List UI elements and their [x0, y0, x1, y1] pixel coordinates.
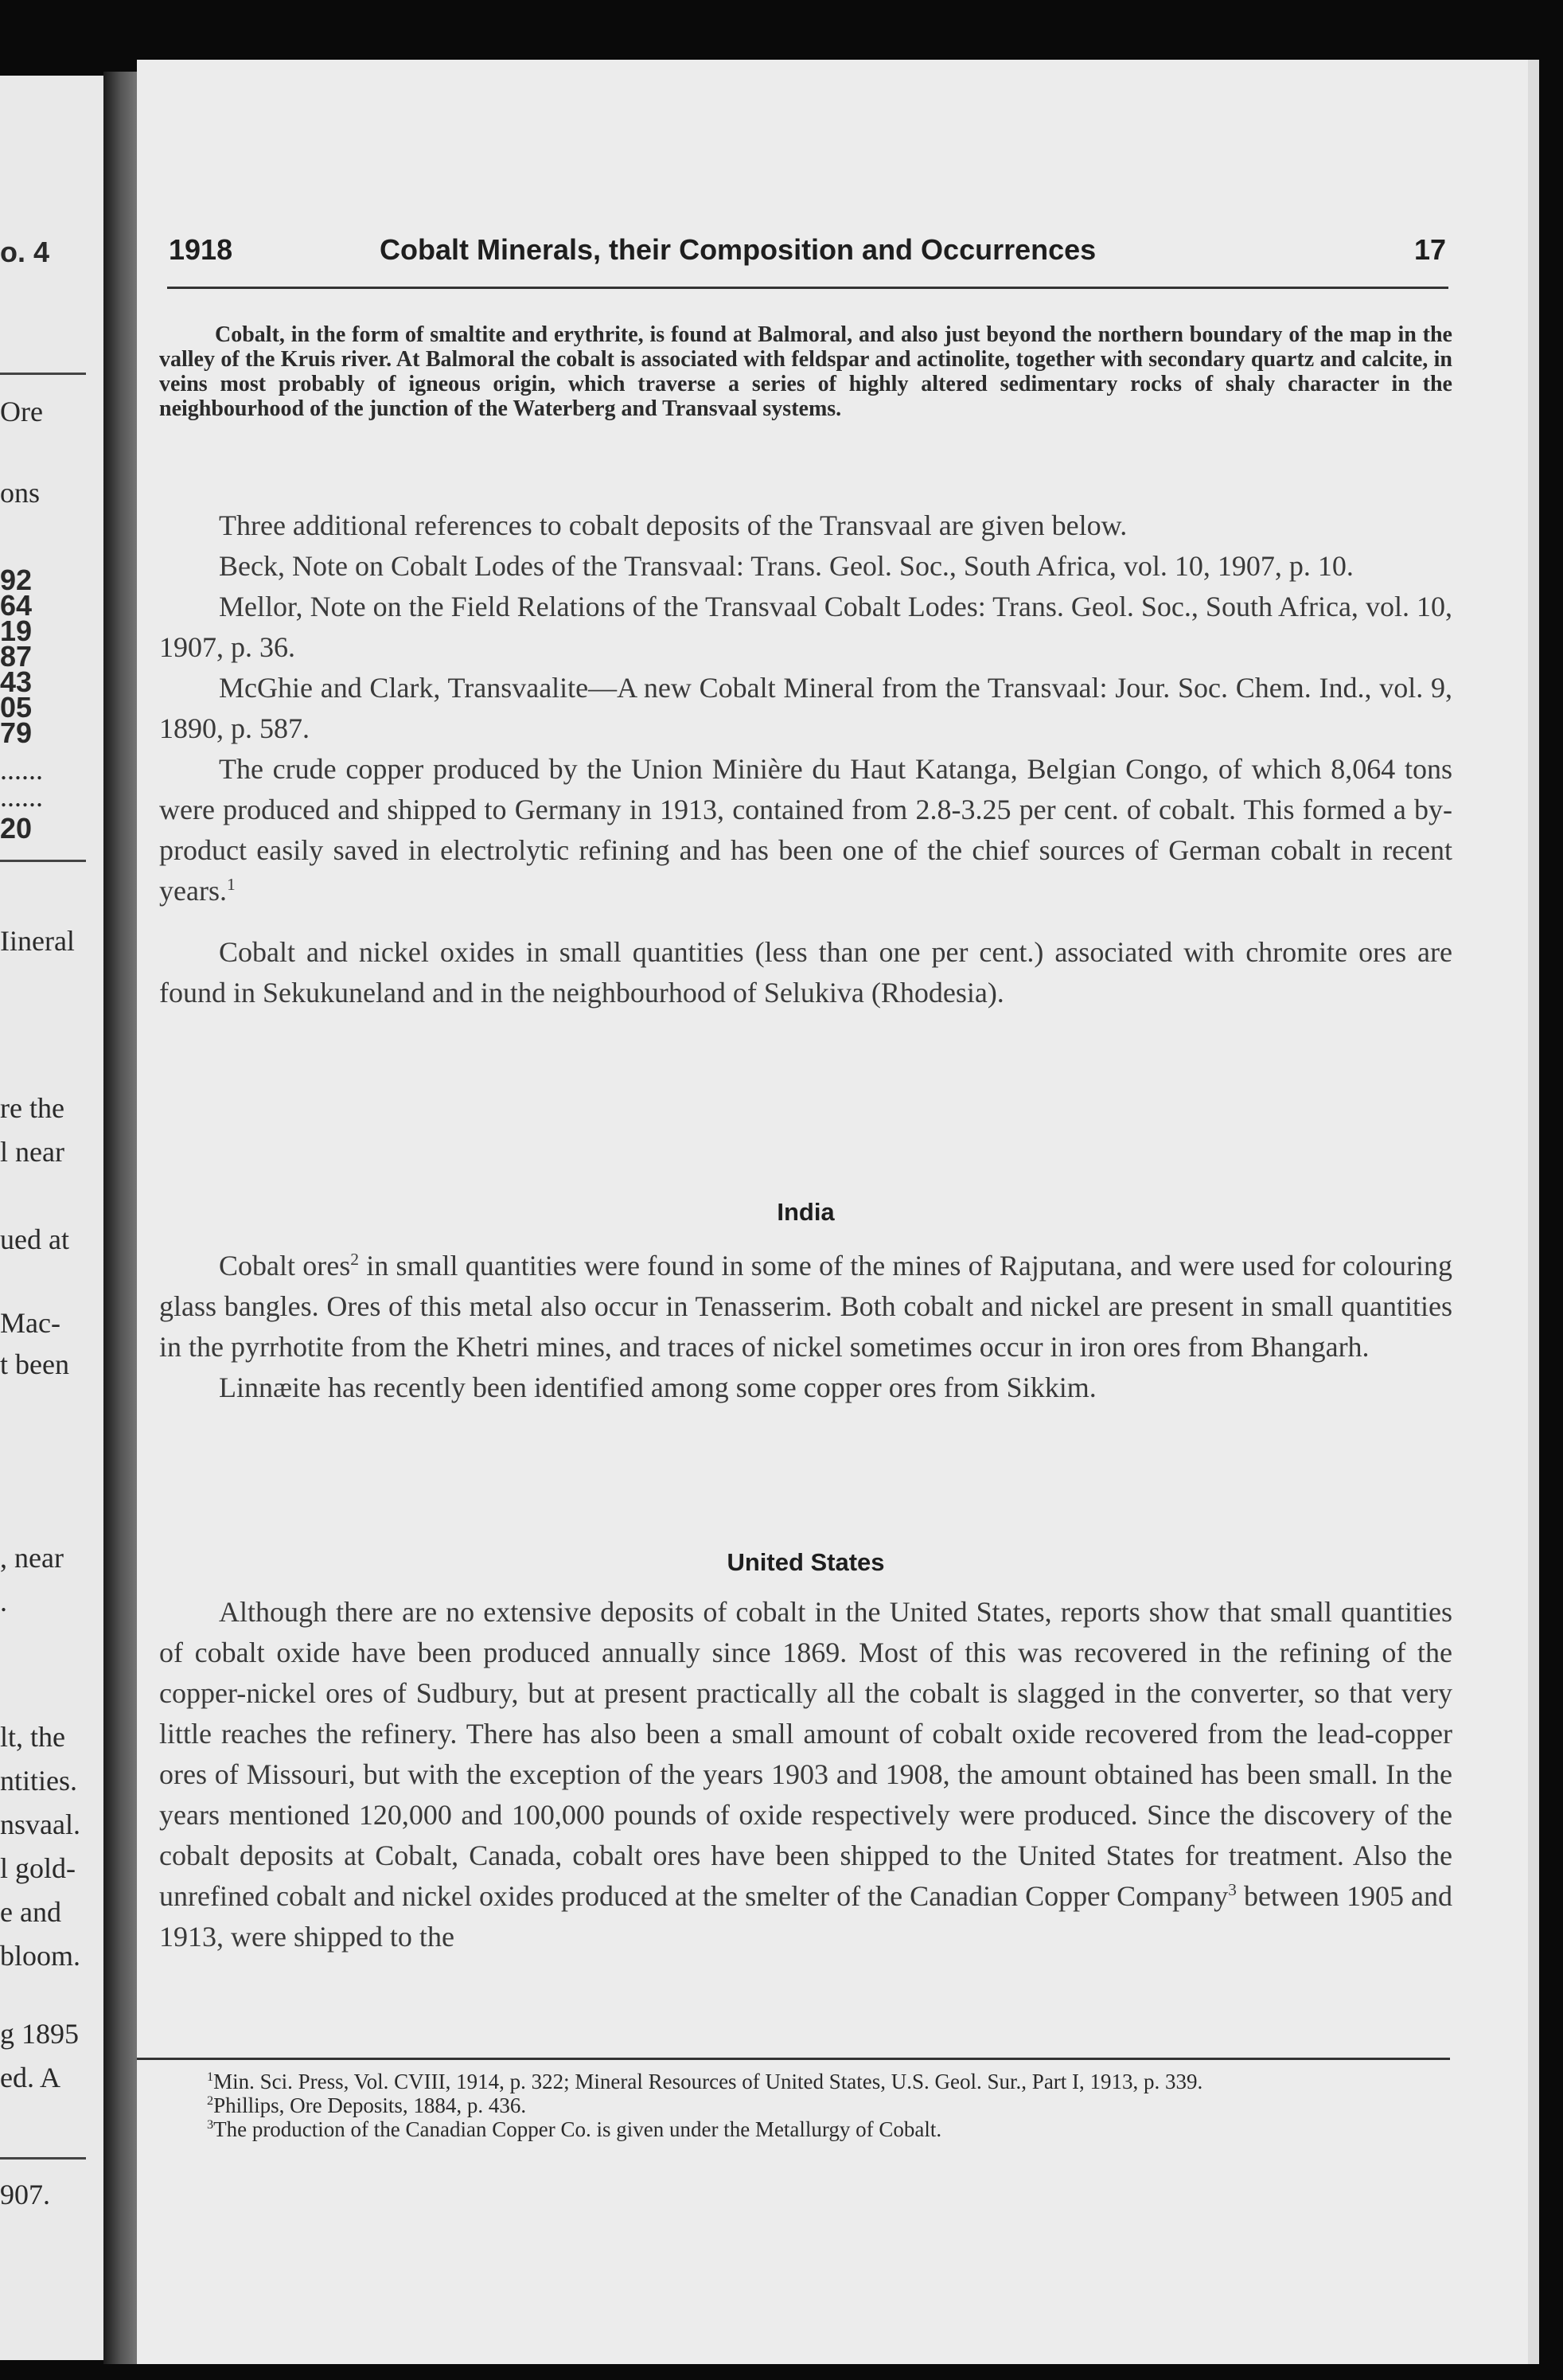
footnote-rule [137, 2058, 1450, 2060]
footnote-marker: 3 [1228, 1880, 1237, 1899]
facing-table-value: 19 [0, 615, 33, 647]
congo-paragraph [159, 749, 1452, 911]
us-text-end: between 1905 and 1913, were shipped to the [159, 1880, 1452, 1953]
facing-text-line: ons [0, 477, 41, 509]
facing-table-value: 05 [0, 691, 33, 724]
india-paragraph [159, 1246, 1452, 1368]
india-text-start: Cobalt ores [219, 1250, 351, 1282]
facing-text-line: t been [0, 1348, 69, 1380]
facing-text-line: . [0, 1586, 7, 1617]
footnote-text: The production of the Canadian Copper Co. is given under the Metallurgy of Cobalt. [213, 2117, 942, 2141]
facing-text-line: nsvaal. [0, 1808, 80, 1840]
facing-text-line: l near [0, 1136, 64, 1168]
facing-leader-dots: ...... [0, 754, 43, 786]
footnote-marker: 1 [226, 875, 236, 894]
facing-table-value: 43 [0, 665, 33, 698]
united-states-paragraph [159, 1592, 1452, 1957]
facing-table-value: 92 [0, 564, 33, 596]
facing-text-line: Iineral [0, 925, 75, 957]
us-text-start: Although there are no extensive deposits of cobalt in the United States, reports show that small quantities of cobalt oxide have been produced annually since 1869. Most of this was recovered in the refining of the copper-nickel ores of Sudbury, but at present practically all the cobalt is slagged in the converter, so that very little reaches the refinery. There has also been a small amount of cobalt oxide recovered from the lead-copper ores of Missouri, but with the exception of the years 1903 and 1908, the amount obtained has been small. In the years mentioned 120,000 and 100,000 pounds of oxide respectively were produced. Since the discovery of the cobalt deposits at Cobalt, Canada, cobalt ores have been shipped to the United States for treatment. Also the unrefined cobalt and nickel oxides produced at the smelter of the Canadian Copper Company [159, 1596, 1452, 1912]
sikkim-paragraph: Linnæite has recently been identified among some copper ores from Sikkim. [219, 1371, 1097, 1403]
united-states-section [159, 1592, 1452, 1957]
header-year: 1918 [169, 233, 233, 266]
section-heading-india: India [777, 1198, 835, 1226]
rhodesia-paragraph: Cobalt and nickel oxides in small quantities (less than one per cent.) associated with chromite ores are found in Sekukuneland and in the neighbourhood of Selukiva (Rhodesia). [159, 936, 1452, 1009]
header-title: Cobalt Minerals, their Composition and Occurrences [380, 233, 1097, 266]
footnote [159, 2093, 1452, 2117]
india-text-rest: in small quantities were found in some of the mines of Rajputana, and were used for colouring glass bangles. Ores of this metal also occur in Tenasserim. Both cobalt and nickel are present in small quantities in the pyrrhotite from the Khetri mines, and traces of nickel sometimes occur in iron ores from Bhangarh. [159, 1250, 1452, 1363]
footnote-mark: 2 [207, 2093, 214, 2108]
facing-text-line: lt, the [0, 1721, 65, 1753]
facing-table-total: 20 [0, 812, 33, 845]
facing-text-line: , near [0, 1542, 64, 1574]
facing-text-line: e and [0, 1896, 61, 1928]
facing-text-line: ued at [0, 1223, 69, 1255]
facing-text-line: 907. [0, 2179, 50, 2210]
facing-text-line: g 1895 [0, 2018, 79, 2050]
facing-table-value: 64 [0, 589, 33, 622]
footnote-text: Min. Sci. Press, Vol. CVIII, 1914, p. 322; Mineral Resources of United States, U.S. Geol. Sur., Part I, 1913, p. 339. [213, 2070, 1203, 2093]
india-section [159, 1246, 1452, 1408]
facing-rule [0, 860, 86, 862]
transvaal-lead-paragraph: Three additional references to cobalt deposits of the Transvaal are given below. [219, 509, 1128, 541]
facing-text-line: re the [0, 1092, 64, 1124]
facing-rule [0, 373, 86, 375]
reference-mcghie: McGhie and Clark, Transvaalite—A new Cobalt Mineral from the Transvaal: Jour. Soc. Chem. Ind., vol. 9, 1890, p. 587. [159, 672, 1452, 744]
facing-text-line: ed. A [0, 2062, 60, 2093]
footnotes [159, 2070, 1452, 2141]
facing-text-line: l gold- [0, 1852, 76, 1884]
footnote [159, 2070, 1452, 2093]
page-number: 17 [1413, 233, 1446, 266]
footnote-text: Phillips, Ore Deposits, 1884, p. 436. [213, 2093, 527, 2117]
facing-table-value: 87 [0, 640, 33, 673]
footnote-mark: 1 [207, 2070, 214, 2084]
facing-rule [0, 2157, 86, 2160]
running-header [169, 233, 1446, 281]
reference-beck: Beck, Note on Cobalt Lodes of the Transvaal: Trans. Geol. Soc., South Africa, vol. 10, 1907, p. 10. [219, 550, 1354, 582]
book-page [137, 60, 1539, 2364]
facing-page-fragment [0, 76, 103, 2360]
transvaal-section [159, 505, 1452, 1013]
facing-leader-dots: ...... [0, 781, 43, 813]
facing-table-value: 79 [0, 716, 33, 749]
header-rule [167, 287, 1448, 289]
facing-text-line: Mac- [0, 1307, 60, 1339]
reference-mellor: Mellor, Note on the Field Relations of the Transvaal Cobalt Lodes: Trans. Geol. Soc., South Africa, vol. 10, 1907, p. 36. [159, 591, 1452, 663]
footnote-marker: 2 [350, 1250, 360, 1269]
congo-text: The crude copper produced by the Union Minière du Haut Katanga, Belgian Congo, of which 8,064 tons were produced and shipped to Germany in 1913, contained from 2.8-3.25 per cent. of cobalt. This formed a by-product easily saved in electrolytic refining and has been one of the chief sources of German cobalt in recent years. [159, 753, 1452, 907]
footnote-mark: 3 [207, 2117, 214, 2132]
footnote [159, 2117, 1452, 2141]
facing-text-line: ntities. [0, 1765, 77, 1797]
facing-page-number: o. 4 [0, 236, 50, 268]
intro-paragraph: Cobalt, in the form of smaltite and erythrite, is found at Balmoral, and also just beyond the northern boundary of the map in the valley of the Kruis river. At Balmoral the cobalt is associated with feldspar and actinolite, together with secondary quartz and calcite, in veins most probably of igneous origin, which traverse a series of highly altered sedimentary rocks of shaly character in the neighbourhood of the junction of the Waterberg and Transvaal systems. [159, 322, 1452, 421]
facing-text-line: Ore [0, 396, 43, 427]
section-heading-united-states: United States [727, 1548, 885, 1576]
facing-text-line: bloom. [0, 1940, 81, 1972]
